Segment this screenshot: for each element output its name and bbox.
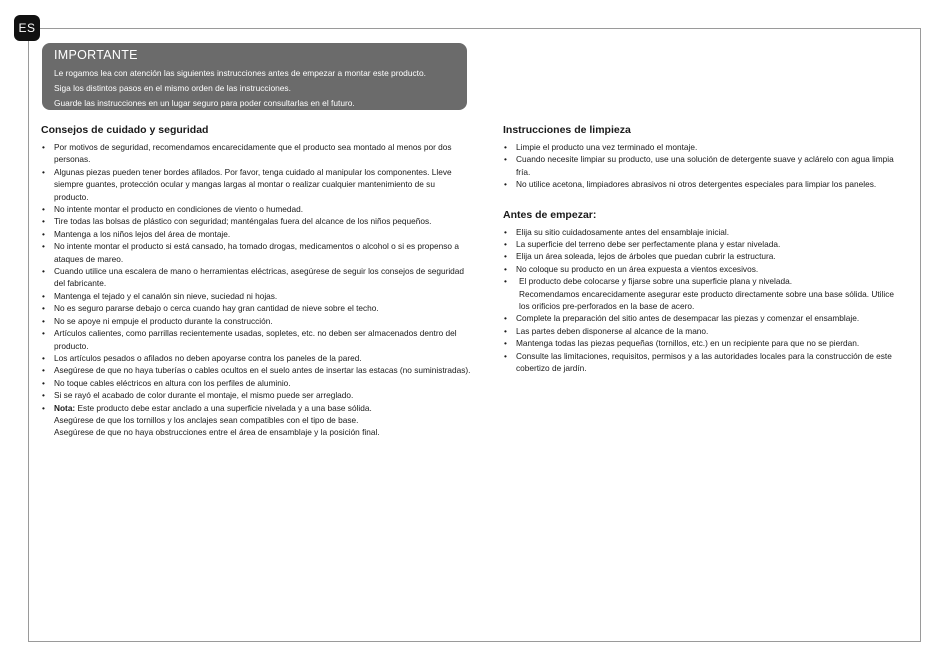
list-item: • Cuando utilice una escalera de mano o herramientas eléctricas, asegúrese de seguir los consejos de seguridad del fabricante. (41, 265, 471, 290)
list-item: • Elija un área soleada, lejos de árboles que puedan cubrir la estructura. (503, 250, 898, 262)
list-item: • El producto debe colocarse y fijarse sobre una superficie plana y nivelada. Recomendamos encarecidamente asegurar este producto directamente sobre una base sólida. Utilice los orificios pre-perforados en la base de acero. (503, 275, 898, 312)
list-item: • Por motivos de seguridad, recomendamos encarecidamente que el producto sea montado al menos por dos personas. (41, 141, 471, 166)
language-badge: ES (14, 15, 40, 41)
safety-title: Consejos de cuidado y seguridad (41, 124, 209, 136)
before-title: Antes de empezar: (503, 208, 597, 221)
important-line: Guarde las instrucciones en un lugar seguro para poder consultarlas en el futuro. (54, 98, 355, 108)
list-item: • No se apoye ni empuje el producto durante la construcción. (41, 315, 471, 327)
list-item: • Los artículos pesados o afilados no deben apoyarse contra los paneles de la pared. (41, 352, 471, 364)
list-item: • Asegúrese de que no haya tuberías o cables ocultos en el suelo antes de insertar las estacas (no suministradas). (41, 364, 471, 376)
list-item: • Limpie el producto una vez terminado el montaje. (503, 141, 898, 153)
list-item: • Mantenga todas las piezas pequeñas (tornillos, etc.) en un recipiente para que no se pierdan. (503, 337, 898, 349)
list-item: • Mantenga el tejado y el canalón sin nieve, suciedad ni hojas. (41, 290, 471, 302)
note-line: Asegúrese de que no haya obstrucciones entre el área de ensamblaje y la posición final. (54, 427, 380, 438)
list-item: • Consulte las limitaciones, requisitos, permisos y a las autoridades locales para la construcción de este cobertizo de jardín. (503, 350, 898, 375)
safety-section (41, 122, 471, 439)
list-item: • No utilice acetona, limpiadores abrasivos ni otros detergentes especiales para limpiar los paneles. (503, 178, 898, 190)
note-label: Nota: (54, 402, 76, 413)
list-item-continuation: del fabricante. (54, 278, 107, 289)
note-item: • Nota: Este producto debe estar anclado a una superficie nivelada y a una base sólida. Asegúrese de que los tornillos y los anclajes sean compatibles con el tipo de base. Asegúrese de que no haya obstrucciones entre el área de ensamblaje y la posición final. (41, 402, 471, 439)
cleaning-list (503, 141, 898, 191)
list-item: • La superficie del terreno debe ser perfectamente plana y estar nivelada. (503, 238, 898, 250)
list-item: • No toque cables eléctricos en altura con los perfiles de aluminio. (41, 377, 471, 389)
important-line: Le rogamos lea con atención las siguientes instrucciones antes de empezar a montar este producto. (54, 68, 426, 78)
right-column (503, 122, 898, 375)
important-line: Siga los distintos pasos en el mismo orden de las instrucciones. (54, 83, 291, 93)
list-item: • Tire todas las bolsas de plástico con seguridad; manténgalas fuera del alcance de los niños pequeños. (41, 215, 471, 227)
list-item: • Las partes deben disponerse al alcance de la mano. (503, 325, 898, 337)
list-item: • No intente montar el producto en condiciones de viento o humedad. (41, 203, 471, 215)
list-item: • Si se rayó el acabado de color durante el montaje, el mismo puede ser arreglado. (41, 389, 471, 401)
cleaning-title: Instrucciones de limpieza (503, 124, 631, 136)
list-item: • Algunas piezas pueden tener bordes afilados. Por favor, tenga cuidado al manipular los componentes. Lleve siempre guantes, protección ocular y mangas largas al montar o realizar cualquier mantenimiento de su producto. (41, 166, 471, 203)
important-notice (42, 43, 467, 110)
list-item: • No es seguro pararse debajo o cerca cuando hay gran cantidad de nieve sobre el techo. (41, 302, 471, 314)
list-item: • Artículos calientes, como parrillas recientemente usadas, sopletes, etc. no deben ser almacenados dentro del producto. (41, 327, 471, 352)
list-item: • Cuando necesite limpiar su producto, use una solución de detergente suave y aclárelo con agua limpia fría. (503, 153, 898, 178)
list-item: • No coloque su producto en un área expuesta a vientos excesivos. (503, 263, 898, 275)
before-list (503, 226, 898, 375)
list-item: • No intente montar el producto si está cansado, ha tomado drogas, medicamentos o alcohol o si es propenso a ataques de mareo. (41, 240, 471, 265)
safety-list (41, 141, 471, 439)
list-item: • Complete la preparación del sitio antes de desempacar las piezas y comenzar el ensamblaje. (503, 312, 898, 324)
list-item: • Mantenga a los niños lejos del área de montaje. (41, 228, 471, 240)
important-title: IMPORTANTE (54, 48, 138, 62)
list-item-continuation: Recomendamos encarecidamente asegurar este producto directamente sobre una base sólida. Utilice los orificios pre-perforados en la base de acero. (519, 288, 894, 312)
list-item: • Elija su sitio cuidadosamente antes del ensamblaje inicial. (503, 226, 898, 238)
note-line: Asegúrese de que los tornillos y los anclajes sean compatibles con el tipo de base. (54, 414, 359, 425)
